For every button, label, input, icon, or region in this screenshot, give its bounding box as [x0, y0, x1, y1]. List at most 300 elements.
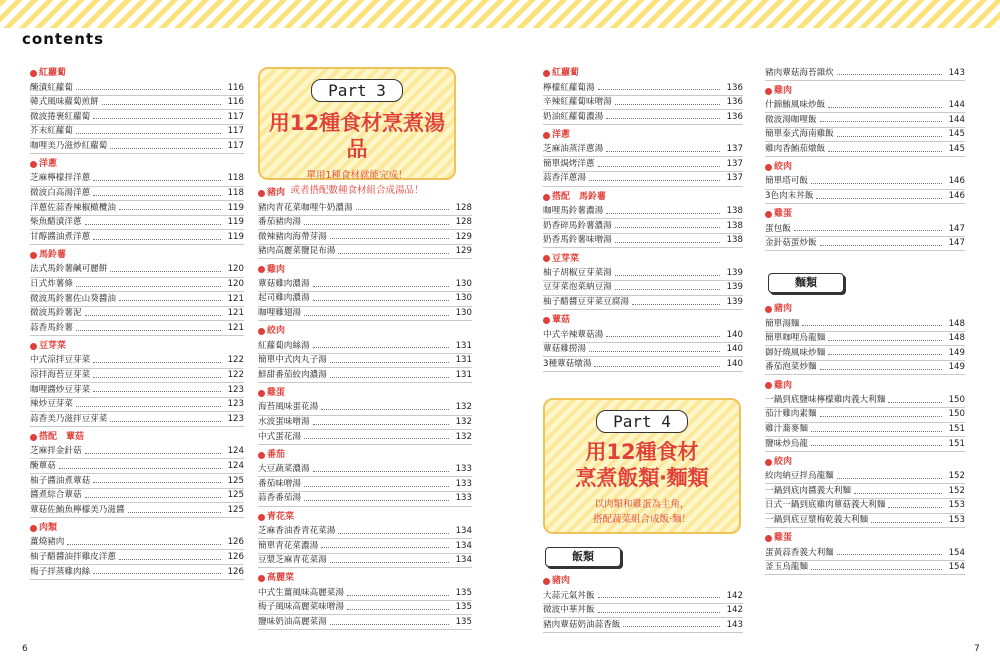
toc-entry[interactable] — [258, 601, 472, 616]
dot-leader — [338, 253, 449, 254]
entry-name: 芝麻檸檬拌洋蔥 — [30, 173, 91, 184]
toc-entry[interactable] — [765, 237, 965, 252]
dot-leader — [606, 151, 720, 152]
toc-section — [30, 430, 244, 518]
entry-name: 芥末紅蘿蔔 — [30, 126, 73, 137]
entry-page-number: 142 — [726, 605, 743, 616]
toc-entry[interactable] — [543, 589, 743, 604]
toc-entry[interactable] — [543, 205, 743, 220]
entry-name: 柚子胡椒豆芽菜湯 — [543, 267, 612, 278]
bullet-dot-icon — [258, 390, 265, 397]
section-title-text: 搭配 蕈菇 — [39, 432, 85, 443]
entry-name: 大豆蔬菜濃湯 — [258, 464, 310, 475]
dot-leader — [338, 533, 449, 534]
toc-entry[interactable] — [30, 263, 244, 278]
entry-page-number: 137 — [726, 144, 743, 155]
entry-page-number: 136 — [726, 82, 743, 93]
dot-leader — [76, 89, 221, 90]
dot-leader — [330, 362, 449, 363]
toc-section — [765, 302, 965, 375]
toc-entry[interactable] — [543, 143, 743, 158]
entry-page-number: 121 — [227, 308, 244, 319]
toc-entry[interactable] — [30, 565, 244, 580]
toc-entry[interactable] — [30, 81, 244, 96]
entry-name: 咖哩雞翅湯 — [258, 308, 301, 319]
entry-page-number: 122 — [227, 370, 244, 380]
section-title-text: 豬肉 — [267, 188, 286, 199]
entry-name: 柴魚醋漬洋蔥 — [30, 217, 82, 228]
entry-page-number: 133 — [455, 478, 472, 489]
section-title-text: 雞肉 — [267, 264, 286, 275]
section-title-text: 紅蘿蔔 — [552, 68, 580, 79]
dot-leader — [85, 497, 221, 498]
entry-name: 番茄泡菜炒麵 — [765, 362, 817, 373]
dot-leader — [888, 507, 942, 508]
entry-name: 日式炸薯條 — [30, 279, 73, 290]
toc-entry[interactable] — [258, 463, 472, 478]
dot-leader — [119, 300, 221, 301]
toc-entry[interactable] — [258, 368, 472, 383]
entry-name: 蒜香美乃滋拌豆芽菜 — [30, 413, 108, 424]
toc-entry[interactable] — [765, 361, 965, 376]
toc-entry[interactable] — [30, 125, 244, 140]
section-title — [765, 531, 965, 546]
entry-name: 豬肉蕈菇奶油蒜香飯 — [543, 619, 621, 630]
dot-leader — [888, 402, 942, 403]
entry-page-number: 126 — [227, 537, 244, 548]
entry-name: 辛辣紅蘿蔔味噌湯 — [543, 97, 612, 108]
section-title-text: 豬肉 — [552, 576, 571, 587]
toc-entry[interactable] — [30, 96, 244, 111]
entry-page-number: 132 — [455, 431, 472, 442]
entry-page-number: 134 — [455, 526, 472, 536]
entry-name: 中式生薑風味高麗菜湯 — [258, 587, 344, 598]
bullet-dot-icon — [258, 575, 265, 582]
entry-name: 金針菇蛋炒飯 — [765, 238, 817, 249]
toc-entry[interactable] — [543, 110, 743, 125]
section-title-text: 雞蛋 — [774, 209, 793, 220]
dot-leader — [802, 325, 942, 326]
entry-name: 柚子醋醬豆芽菜豆腐湯 — [543, 297, 629, 308]
dot-leader — [828, 340, 942, 341]
toc-section — [543, 190, 743, 249]
dot-leader — [321, 547, 449, 548]
dot-leader — [93, 391, 221, 392]
toc-section — [258, 186, 472, 259]
entry-name: 豬肉高麗菜鹽昆布湯 — [258, 246, 336, 257]
toc-entry[interactable] — [543, 328, 743, 343]
toc-entry[interactable] — [765, 470, 965, 485]
section-title — [765, 160, 965, 175]
toc-entry[interactable] — [543, 296, 743, 311]
entry-name: 雞肉香鮪茄燉飯 — [765, 143, 826, 154]
entry-name: 御好燒風味炒麵 — [765, 347, 826, 358]
toc-entry[interactable] — [543, 172, 743, 187]
toc-entry[interactable] — [543, 357, 743, 372]
toc-entry[interactable] — [258, 216, 472, 231]
entry-page-number: 135 — [455, 616, 472, 627]
toc-entry[interactable] — [30, 445, 244, 460]
entry-page-number: 131 — [455, 355, 472, 366]
entry-name: 簡單湯麵 — [765, 318, 800, 329]
entry-page-number: 129 — [455, 231, 472, 242]
entry-name: 大蒜元氣丼飯 — [543, 590, 595, 601]
toc-entry[interactable] — [765, 546, 965, 561]
toc-entry[interactable] — [765, 408, 965, 423]
toc-section — [765, 378, 965, 451]
section-title — [543, 190, 743, 205]
section-title-text: 豬肉 — [774, 304, 793, 315]
toc-entry[interactable] — [543, 234, 743, 249]
entry-page-number: 140 — [726, 329, 743, 340]
bullet-dot-icon — [765, 164, 772, 171]
entry-name: 茄汁雞肉素麵 — [765, 409, 817, 420]
toc-entry[interactable] — [258, 539, 472, 554]
section-title-text: 番茄 — [267, 449, 286, 460]
dot-leader — [837, 136, 942, 137]
bullet-dot-icon — [30, 434, 37, 441]
toc-entry[interactable] — [765, 175, 965, 190]
entry-page-number: 143 — [726, 619, 743, 630]
dot-leader — [128, 512, 221, 513]
dot-leader — [598, 612, 720, 613]
entry-name: 芝麻油蒸洋蔥湯 — [543, 144, 604, 155]
entry-name: 中式涼拌豆芽菜 — [30, 355, 91, 366]
toc-entry[interactable] — [765, 514, 965, 529]
toc-entry[interactable] — [258, 354, 472, 369]
section-title-text: 絞肉 — [774, 162, 793, 173]
entry-page-number: 128 — [455, 217, 472, 228]
toc-section — [30, 66, 244, 154]
toc-entry[interactable] — [258, 230, 472, 245]
toc-entry[interactable] — [30, 489, 244, 504]
toc-entry[interactable] — [543, 81, 743, 96]
bullet-dot-icon — [765, 535, 772, 542]
entry-page-number: 138 — [726, 206, 743, 217]
toc-entry[interactable] — [30, 139, 244, 154]
toc-entry[interactable] — [30, 292, 244, 307]
entry-name: 什錦鮪風味炒飯 — [765, 100, 826, 111]
toc-column-4-noodles — [765, 302, 965, 575]
toc-entry[interactable] — [258, 554, 472, 569]
entry-name: 醃蕈菇 — [30, 460, 56, 471]
entry-page-number: 124 — [227, 460, 244, 471]
toc-entry[interactable] — [258, 201, 472, 216]
entry-name: 梅子風味高麗菜味噌湯 — [258, 602, 344, 613]
toc-entry[interactable] — [30, 307, 244, 322]
dot-leader — [356, 209, 449, 210]
bullet-dot-icon — [765, 88, 772, 95]
toc-entry[interactable] — [30, 383, 244, 398]
section-title-text: 搭配 馬鈴薯 — [552, 191, 607, 202]
entry-name: 豆芽菜泡菜納豆湯 — [543, 282, 612, 293]
entry-name: 起司雞肉濃湯 — [258, 293, 310, 304]
entry-page-number: 142 — [726, 590, 743, 601]
section-title-text: 豆芽菜 — [39, 341, 67, 352]
entry-page-number: 139 — [726, 297, 743, 308]
toc-entry[interactable] — [765, 332, 965, 347]
entry-page-number: 116 — [227, 82, 244, 93]
entry-page-number: 117 — [227, 140, 244, 151]
toc-entry[interactable] — [30, 550, 244, 565]
dot-leader — [304, 486, 449, 487]
toc-entry[interactable] — [765, 128, 965, 143]
dot-leader — [76, 133, 221, 134]
part3-heading: 用12種食材烹煮湯品 — [268, 111, 446, 161]
entry-name: 涼拌海苔豆芽菜 — [30, 370, 91, 380]
dot-leader — [330, 238, 449, 239]
dot-leader — [313, 300, 449, 301]
toc-entry[interactable] — [30, 398, 244, 413]
part4-sub2: 搭配蔬菜組合成飯‧麵！ — [592, 514, 692, 525]
entry-page-number: 119 — [227, 202, 244, 213]
entry-page-number: 151 — [948, 438, 965, 449]
entry-page-number: 128 — [455, 202, 472, 213]
toc-entry[interactable] — [765, 499, 965, 514]
entry-name: 簡單泰式海南雞飯 — [765, 129, 834, 140]
bullet-dot-icon — [30, 70, 37, 77]
entry-page-number: 144 — [948, 100, 965, 111]
toc-entry[interactable] — [543, 157, 743, 172]
section-title — [543, 574, 743, 589]
entry-page-number: 130 — [455, 293, 472, 304]
section-title-text: 高麗菜 — [267, 573, 295, 584]
entry-page-number: 138 — [726, 220, 743, 231]
toc-column-1 — [30, 66, 244, 580]
toc-entry[interactable] — [765, 317, 965, 332]
toc-entry[interactable] — [30, 201, 244, 216]
section-title-text: 洋蔥 — [552, 129, 571, 140]
dot-leader — [828, 107, 942, 108]
toc-section — [30, 521, 244, 580]
entry-name: 豬肉蕈菇海苔雜炊 — [765, 67, 834, 78]
entry-page-number: 117 — [227, 111, 244, 122]
entry-page-number: 147 — [948, 238, 965, 249]
toc-entry[interactable] — [30, 474, 244, 489]
section-title-text: 雞肉 — [774, 380, 793, 391]
dot-leader — [93, 180, 221, 181]
dot-leader — [594, 366, 720, 367]
entry-page-number: 139 — [726, 267, 743, 278]
entry-name: 中式辛辣蕈菇湯 — [543, 329, 604, 340]
entry-page-number: 123 — [227, 413, 244, 424]
section-title — [30, 157, 244, 172]
toc-entry[interactable] — [258, 492, 472, 507]
bullet-dot-icon — [765, 382, 772, 389]
toc-entry[interactable] — [258, 292, 472, 307]
dot-leader — [623, 626, 720, 627]
toc-entry[interactable] — [765, 99, 965, 114]
part4-sub1: 以肉類和雞蛋為主角， — [594, 499, 690, 510]
toc-entry[interactable] — [30, 172, 244, 187]
dot-leader — [820, 369, 942, 370]
entry-name: 日式一鍋到底雞肉蕈菇義大利麵 — [765, 500, 886, 511]
dot-leader — [93, 239, 221, 240]
entry-name: 法式馬鈴薯鹹可麗餅 — [30, 264, 108, 275]
entry-page-number: 148 — [948, 333, 965, 344]
toc-entry[interactable] — [258, 586, 472, 601]
entry-name: 蒜香馬鈴薯 — [30, 322, 73, 333]
dot-leader — [589, 351, 720, 352]
toc-entry[interactable] — [765, 66, 965, 81]
page-number-right: 7 — [974, 644, 980, 654]
dot-leader — [304, 500, 449, 501]
entry-page-number: 124 — [227, 446, 244, 457]
entry-page-number: 135 — [455, 602, 472, 613]
toc-entry[interactable] — [543, 618, 743, 633]
section-title — [543, 313, 743, 328]
entry-name: 紅蘿蔔肉絲湯 — [258, 340, 310, 351]
toc-entry[interactable] — [30, 459, 244, 474]
toc-entry[interactable] — [30, 278, 244, 293]
entry-page-number: 133 — [455, 464, 472, 475]
toc-section — [543, 66, 743, 125]
toc-entry[interactable] — [258, 525, 472, 540]
entry-name: 一鍋到底肉醬義大利麵 — [765, 485, 851, 496]
entry-page-number: 123 — [227, 384, 244, 395]
entry-name: 一鍋到底鹽味檸檬雞肉義大利麵 — [765, 394, 886, 405]
dot-leader — [598, 89, 720, 90]
entry-page-number: 118 — [227, 173, 244, 184]
entry-name: 番茄味噌湯 — [258, 478, 301, 489]
entry-name: 微波馬鈴薯泥 — [30, 308, 82, 319]
section-title — [258, 571, 472, 586]
entry-name: 鹽味奶油高麗菜湯 — [258, 616, 327, 627]
toc-entry[interactable] — [765, 346, 965, 361]
toc-entry[interactable] — [765, 142, 965, 157]
toc-entry[interactable] — [30, 503, 244, 518]
entry-page-number: 119 — [227, 231, 244, 242]
dot-leader — [59, 468, 221, 469]
toc-entry[interactable] — [258, 430, 472, 445]
toc-entry[interactable] — [765, 437, 965, 452]
toc-column-2 — [258, 186, 472, 630]
dot-leader — [93, 377, 221, 378]
entry-page-number: 149 — [948, 362, 965, 373]
entry-name: 奶香碎馬鈴薯濃湯 — [543, 220, 612, 231]
entry-page-number: 123 — [227, 399, 244, 410]
toc-entry[interactable] — [30, 110, 244, 125]
entry-name: 水波蛋味噌湯 — [258, 417, 310, 428]
toc-entry[interactable] — [765, 423, 965, 438]
entry-page-number: 147 — [948, 223, 965, 234]
entry-name: 芝麻拌金針菇 — [30, 446, 82, 457]
bullet-dot-icon — [258, 328, 265, 335]
toc-entry[interactable] — [258, 401, 472, 416]
toc-entry[interactable] — [30, 412, 244, 427]
toc-section — [765, 84, 965, 157]
toc-entry[interactable] — [543, 604, 743, 619]
entry-page-number: 144 — [948, 114, 965, 125]
dot-leader — [589, 180, 720, 181]
entry-page-number: 119 — [227, 217, 244, 228]
entry-name: 韓式風味蘿蔔煎餅 — [30, 97, 99, 108]
entry-name: 微波馬鈴薯佐山葵醬油 — [30, 293, 116, 304]
dot-leader — [93, 482, 221, 483]
entry-page-number: 117 — [227, 126, 244, 137]
dot-leader — [119, 209, 221, 210]
entry-page-number: 151 — [948, 424, 965, 435]
dot-leader — [615, 275, 720, 276]
dot-leader — [837, 554, 942, 555]
toc-entry[interactable] — [30, 354, 244, 369]
entry-name: 豬肉青花菜咖哩牛奶濃湯 — [258, 202, 353, 213]
toc-entry[interactable] — [543, 343, 743, 358]
dot-leader — [811, 569, 942, 570]
toc-entry[interactable] — [30, 536, 244, 551]
entry-page-number: 121 — [227, 293, 244, 304]
entry-name: 蒜香洋蔥湯 — [543, 173, 586, 184]
part3-sub1: 單用1種食材就能完成！ — [306, 170, 408, 181]
toc-section — [30, 339, 244, 427]
section-title — [258, 448, 472, 463]
toc-entry[interactable] — [765, 561, 965, 576]
entry-page-number: 125 — [227, 475, 244, 486]
toc-entry[interactable] — [765, 222, 965, 237]
entry-page-number: 122 — [227, 355, 244, 366]
toc-entry[interactable] — [765, 484, 965, 499]
toc-entry[interactable] — [543, 281, 743, 296]
toc-entry[interactable] — [258, 416, 472, 431]
bullet-dot-icon — [543, 194, 550, 201]
toc-entry[interactable] — [30, 369, 244, 384]
entry-name: 簡單青花菜濃湯 — [258, 540, 319, 551]
entry-name: 鹽味炒烏龍 — [765, 438, 808, 449]
toc-section — [258, 510, 472, 569]
section-title-text: 絞肉 — [267, 326, 286, 337]
toc-entry[interactable] — [30, 230, 244, 245]
entry-name: 醬煮綜合蕈菇 — [30, 490, 82, 501]
toc-entry[interactable] — [258, 339, 472, 354]
toc-entry[interactable] — [765, 393, 965, 408]
toc-entry[interactable] — [258, 477, 472, 492]
toc-entry[interactable] — [258, 307, 472, 322]
entry-page-number: 132 — [455, 417, 472, 428]
bullet-dot-icon — [765, 459, 772, 466]
bullet-dot-icon — [765, 211, 772, 218]
toc-entry[interactable] — [258, 277, 472, 292]
dot-leader — [837, 74, 942, 75]
entry-page-number: 137 — [726, 158, 743, 169]
section-title-text: 雞肉 — [774, 85, 793, 96]
dot-leader — [313, 424, 449, 425]
bullet-dot-icon — [30, 343, 37, 350]
dot-leader — [110, 271, 221, 272]
toc-entry[interactable] — [765, 113, 965, 128]
dot-leader — [820, 416, 942, 417]
toc-entry[interactable] — [258, 615, 472, 630]
bullet-dot-icon — [543, 578, 550, 585]
toc-section — [258, 448, 472, 507]
toc-entry[interactable] — [30, 216, 244, 231]
toc-entry[interactable] — [765, 190, 965, 205]
dot-leader — [811, 445, 942, 446]
part4-heading-2: 烹煮飯類‧麵類 — [575, 466, 709, 490]
toc-entry[interactable] — [543, 96, 743, 111]
toc-entry[interactable] — [30, 187, 244, 202]
toc-entry[interactable] — [543, 266, 743, 281]
entry-page-number: 131 — [455, 340, 472, 351]
toc-section — [543, 251, 743, 310]
toc-entry[interactable] — [258, 245, 472, 260]
entry-name: 中式蛋花湯 — [258, 431, 301, 442]
toc-entry[interactable] — [543, 219, 743, 234]
toc-entry[interactable] — [30, 321, 244, 336]
bullet-dot-icon — [258, 266, 265, 273]
entry-page-number: 135 — [455, 587, 472, 598]
section-title — [258, 186, 472, 201]
entry-page-number: 131 — [455, 369, 472, 380]
